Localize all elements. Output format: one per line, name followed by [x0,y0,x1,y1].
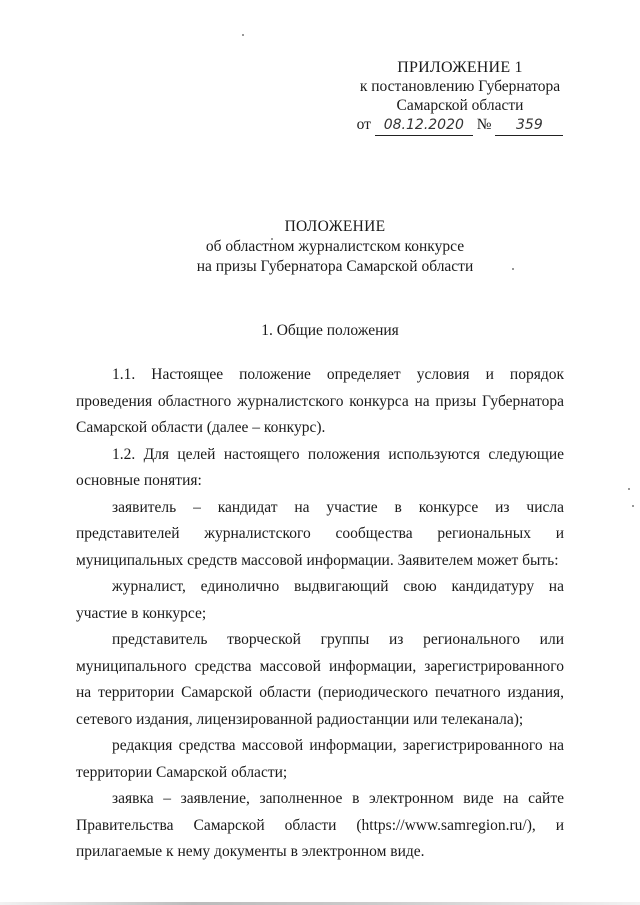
appendix-date-line [330,115,590,136]
appendix-block [330,58,590,136]
paragraph: 1.2. Для целей настоящего положения используются следующие основные понятия: [76,445,564,489]
paragraph: журналист, единолично выдвигающий свою кандидатуру на участие в конкурсе; [76,578,564,622]
paragraph: заявитель – кандидат на участие в конкурсе из числа представителей журналистского сообщества региональных и муниципальных средств массовой информации. Заявителем может быть: [76,498,564,569]
scan-speck [628,488,630,490]
paragraph: 1.1. Настоящее положение определяет условия и порядок проведения областного журналистского конкурса на призы Губернатора Самарской области (далее – конкурс). [76,366,564,436]
appendix-line-2: Самарской области [396,97,524,114]
appendix-title: ПРИЛОЖЕНИЕ 1 [397,59,523,76]
heading-line-2: на призы Губернатора Самарской области [196,258,474,275]
number-label: № [476,116,492,133]
scan-speck [242,34,244,36]
paragraph: заявка – заявление, заполненное в электронном виде на сайте Правительства Самарской области (https://www.samregion.ru/), и прилагаемые к нему документы в электронном виде. [76,790,564,860]
from-label: от [356,116,371,133]
heading-title: ПОЛОЖЕНИЕ [284,218,386,235]
paragraph: редакция средства массовой информации, зарегистрированного на территории Самарской области; [76,737,564,781]
handwritten-date: 08.12.2020 [375,116,473,136]
document-heading [120,217,550,277]
handwritten-number: 359 [495,116,563,136]
paragraph: представитель творческой группы из регионального или муниципального средства массовой информации, зарегистрированного на территории Самарской области (периодического печатного издания, сетевого издания, лицензированной радиостанции или телеканала); [76,631,564,728]
scan-speck [632,505,634,507]
section-title: 1. Общие положения [261,322,399,339]
appendix-line-1: к постановлению Губернатора [359,78,561,95]
heading-line-1: об областном журналистском конкурсе [205,238,465,255]
document-body [76,362,564,866]
